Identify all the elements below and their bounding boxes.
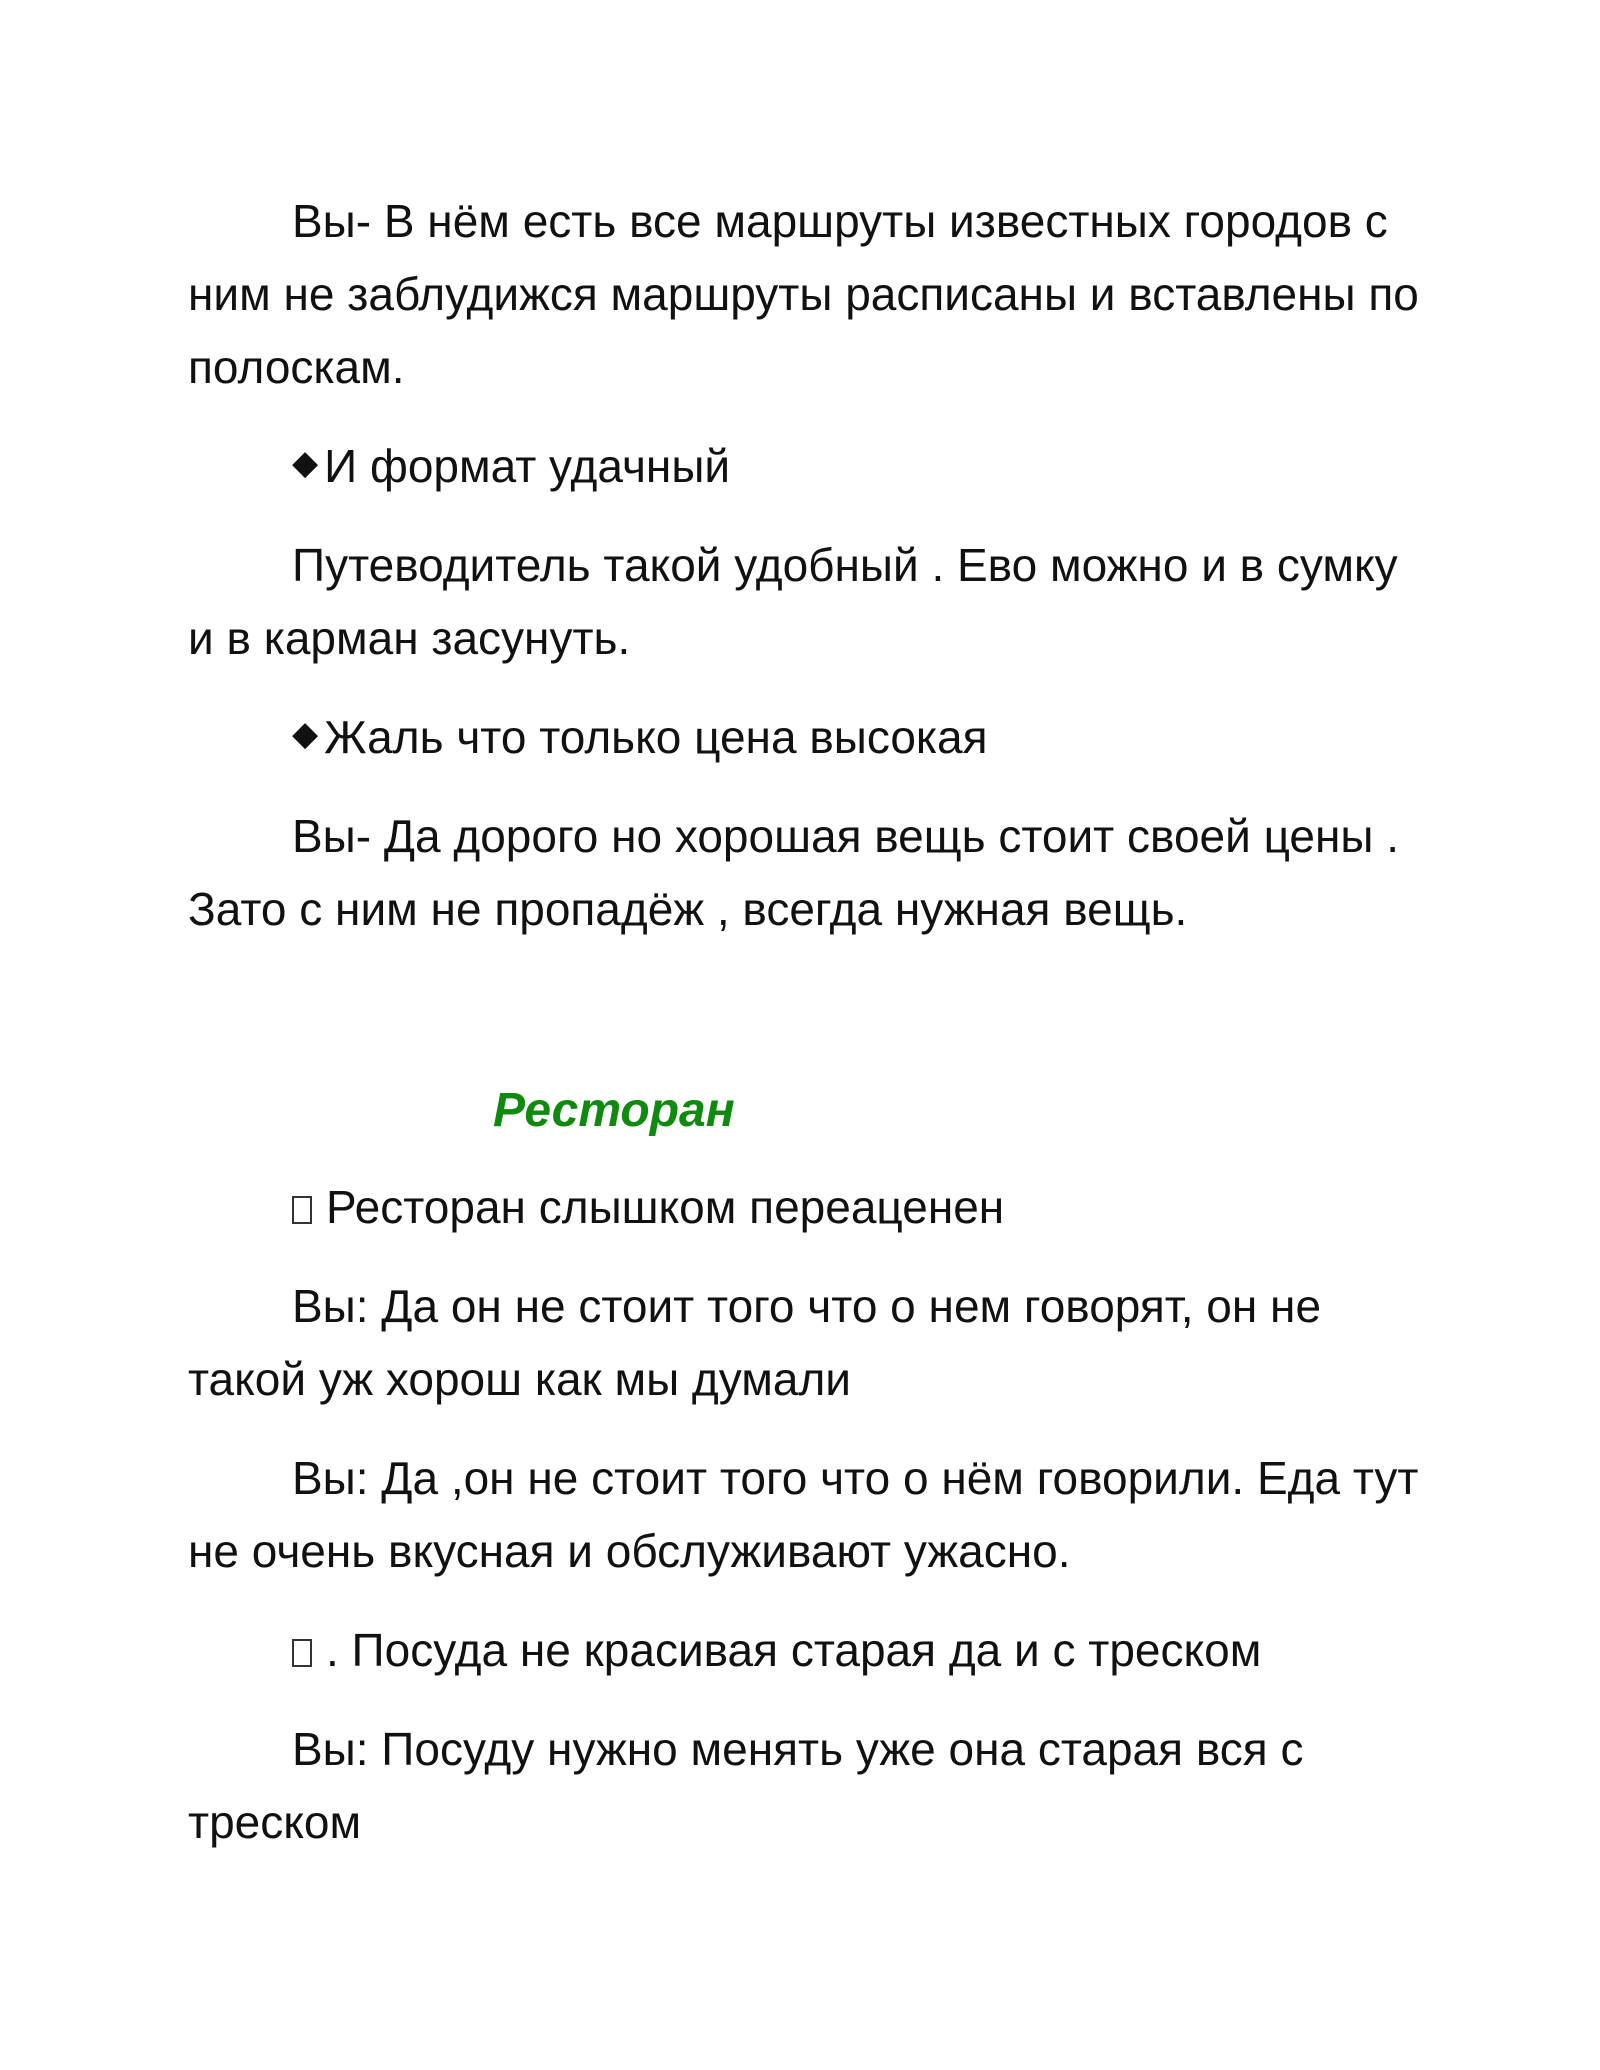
bullet-text: Жаль что только цена высокая xyxy=(324,711,988,763)
paragraph-text: Вы- В нём есть все маршруты известных городов с ним не заблудижся маршруты расписаны и вставлены по полоскам. xyxy=(188,195,1419,393)
bullet-price xyxy=(188,701,1428,774)
paragraph-replace-dishes xyxy=(188,1713,1428,1859)
paragraph-text: Путеводитель такой удобный . Ево можно и в сумку и в карман засунуть. xyxy=(188,539,1398,664)
section-title: Ресторан xyxy=(493,1084,735,1137)
paragraph-guidebook xyxy=(188,529,1428,675)
document-body xyxy=(188,185,1428,1859)
bullet-overpriced xyxy=(188,1171,1428,1244)
paragraph-food-service xyxy=(188,1442,1428,1588)
paragraph-expensive xyxy=(188,800,1428,946)
paragraph-not-worth xyxy=(188,1270,1428,1416)
missing-glyph-icon xyxy=(292,1196,312,1224)
paragraph-routes xyxy=(188,185,1428,404)
diamond-bullet-icon: ◆ xyxy=(292,443,319,482)
bullet-dishes xyxy=(188,1614,1428,1687)
bullet-text: Ресторан слышком переаценен xyxy=(326,1181,1005,1233)
paragraph-text: Вы: Посуду нужно менять уже она старая вся с треском xyxy=(188,1723,1304,1848)
bullet-text: . Посуда не красивая старая да и с треском xyxy=(326,1624,1262,1676)
diamond-bullet-icon: ◆ xyxy=(292,714,319,753)
bullet-text: И формат удачный xyxy=(324,440,731,492)
bullet-format xyxy=(188,430,1428,503)
paragraph-text: Вы: Да он не стоит того что о нем говорят, он не такой уж хорош как мы думали xyxy=(188,1280,1322,1405)
paragraph-text: Вы- Да дорого но хорошая вещь стоит своей цены . Зато с ним не пропадёж , всегда нужная вещь. xyxy=(188,810,1400,935)
missing-glyph-icon xyxy=(292,1639,312,1667)
paragraph-text: Вы: Да ,он не стоит того что о нём говорили. Еда тут не очень вкусная и обслуживают ужасно. xyxy=(188,1452,1419,1577)
